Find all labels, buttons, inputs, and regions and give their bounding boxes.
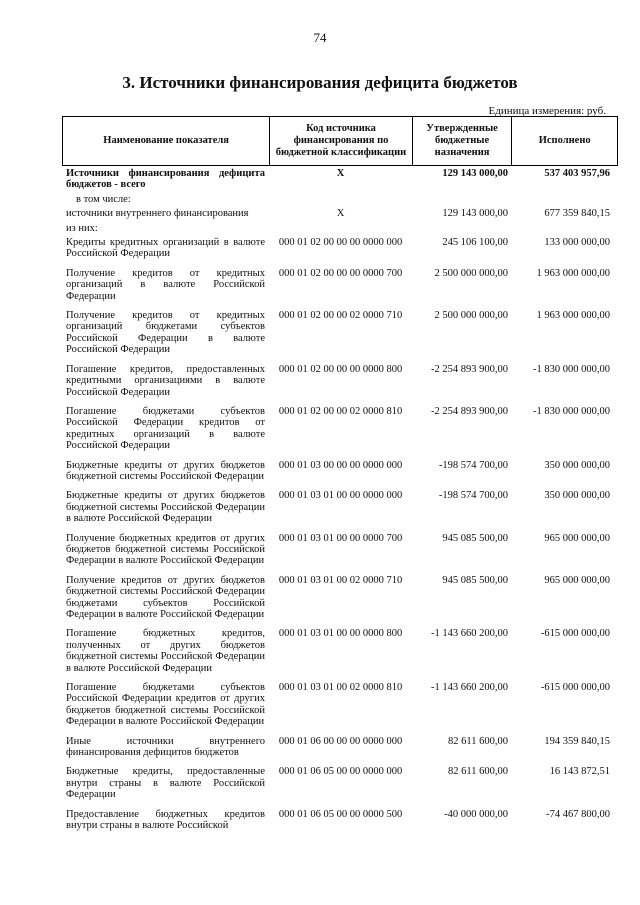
row-executed: -615 000 000,00 bbox=[540, 628, 610, 640]
row-planned: 945 085 500,00 bbox=[442, 532, 508, 544]
row-executed: -1 830 000 000,00 bbox=[533, 405, 610, 417]
table-row bbox=[62, 460, 618, 483]
row-name: Погашение кредитов, предоставленных кредитными организациями в валюте Российской Федерации bbox=[66, 363, 265, 398]
row-name: источники внутреннего финансирования bbox=[66, 208, 249, 220]
row-executed: 350 000 000,00 bbox=[544, 490, 610, 502]
table-row bbox=[62, 809, 618, 832]
table-row bbox=[62, 682, 618, 728]
row-executed: 16 143 872,51 bbox=[549, 766, 610, 778]
row-code: 000 01 03 01 00 02 0000 710 bbox=[278, 574, 403, 586]
row-executed: 965 000 000,00 bbox=[544, 532, 610, 544]
row-planned: -2 254 893 900,00 bbox=[431, 405, 508, 417]
page-number: 74 bbox=[313, 30, 327, 45]
section-title: 3. Источники финансирования дефицита бюджетов bbox=[122, 73, 518, 92]
row-code: 000 01 06 05 00 00 0000 000 bbox=[278, 766, 403, 778]
row-name: Предоставление бюджетных кредитов внутри страны в валюте Российской bbox=[66, 808, 265, 832]
row-name: Получение кредитов от кредитных организаций в валюте Российской Федерации bbox=[66, 267, 265, 302]
row-executed: -1 830 000 000,00 bbox=[533, 363, 610, 375]
row-executed: 965 000 000,00 bbox=[544, 574, 610, 586]
table-row bbox=[62, 766, 618, 800]
row-code: 000 01 02 00 00 00 0000 700 bbox=[278, 267, 403, 279]
row-executed: -615 000 000,00 bbox=[540, 682, 610, 694]
row-code: 000 01 03 01 00 00 0000 000 bbox=[278, 490, 403, 502]
row-executed: 677 359 840,15 bbox=[544, 208, 610, 220]
row-executed bbox=[512, 194, 618, 205]
row-planned bbox=[412, 194, 512, 205]
row-code bbox=[269, 223, 412, 234]
row-executed: 194 359 840,15 bbox=[544, 735, 610, 747]
table-row bbox=[62, 628, 618, 674]
row-planned: 2 500 000 000,00 bbox=[434, 267, 508, 279]
row-planned: -198 574 700,00 bbox=[438, 459, 508, 471]
row-planned: -1 143 660 200,00 bbox=[431, 628, 508, 640]
row-name: Погашение бюджетами субъектов Российской Федерации кредитов от других бюджетов бюджетной системы Российской Федерации в валюте Российской Федерации bbox=[66, 682, 265, 728]
row-name: Погашение бюджетных кредитов, полученных от других бюджетов бюджетной системы Российской Федерации в валюте Российской Федерации bbox=[66, 628, 265, 674]
row-code: 000 01 06 00 00 00 0000 000 bbox=[278, 735, 403, 747]
row-name: Бюджетные кредиты от других бюджетов бюджетной системы Российской Федерации bbox=[66, 459, 265, 482]
row-code: 000 01 02 00 00 02 0000 710 bbox=[278, 310, 403, 322]
table-row bbox=[62, 310, 618, 356]
row-name: Источники финансирования дефицита бюджетов - всего bbox=[66, 168, 265, 191]
row-name: Бюджетные кредиты от других бюджетов бюджетной системы Российской Федерации в валюте Российской Федерации bbox=[66, 490, 265, 525]
row-planned: 2 500 000 000,00 bbox=[434, 310, 508, 322]
table-row bbox=[62, 406, 618, 452]
row-name: из них: bbox=[66, 222, 98, 234]
row-name: Кредиты кредитных организаций в валюте Российской Федерации bbox=[66, 237, 265, 260]
row-code: 000 01 03 00 00 00 0000 000 bbox=[278, 459, 403, 471]
row-name: Иные источники внутреннего финансирования дефицитов бюджетов bbox=[66, 735, 265, 759]
row-planned: -198 574 700,00 bbox=[438, 490, 508, 502]
row-code: X bbox=[336, 168, 345, 179]
row-name: в том числе: bbox=[76, 193, 131, 205]
row-code bbox=[269, 194, 412, 205]
header-name: Наименование показателя bbox=[103, 135, 229, 146]
row-code: 000 01 03 01 00 00 0000 700 bbox=[278, 532, 403, 544]
row-executed: 1 963 000 000,00 bbox=[536, 310, 610, 322]
table-row bbox=[62, 364, 618, 398]
row-planned: -2 254 893 900,00 bbox=[431, 363, 508, 375]
table-row bbox=[62, 208, 618, 219]
row-executed: 537 403 957,96 bbox=[544, 168, 610, 179]
row-code: 000 01 02 00 00 02 0000 810 bbox=[278, 405, 403, 417]
table-row bbox=[62, 223, 618, 234]
row-code: 000 01 06 05 00 00 0000 500 bbox=[278, 808, 403, 820]
header-executed: Исполнено bbox=[511, 117, 617, 165]
row-planned: -40 000 000,00 bbox=[444, 808, 508, 820]
table-row bbox=[62, 268, 618, 302]
row-planned bbox=[412, 223, 512, 234]
row-executed: -74 467 800,00 bbox=[546, 808, 610, 820]
row-executed: 133 000 000,00 bbox=[544, 237, 610, 249]
row-planned: 945 085 500,00 bbox=[442, 574, 508, 586]
row-executed: 1 963 000 000,00 bbox=[536, 267, 610, 279]
row-executed: 350 000 000,00 bbox=[544, 459, 610, 471]
table-row bbox=[62, 575, 618, 621]
row-code: 000 01 03 01 00 00 0000 800 bbox=[278, 628, 403, 640]
row-name: Получение кредитов от других бюджетов бюджетной системы Российской Федерации бюджетами субъектов Российской Федерации в валюте Российской Федерации bbox=[66, 574, 265, 620]
row-code: X bbox=[336, 208, 345, 220]
row-planned: 129 143 000,00 bbox=[442, 208, 508, 220]
row-name: Получение бюджетных кредитов от других бюджетов бюджетной системы Российской Федерации в валюте Российской Федерации bbox=[66, 532, 265, 567]
header-code: Код источника финансирования по бюджетной классификации bbox=[269, 117, 411, 165]
table-row bbox=[62, 533, 618, 567]
header-plan: Утвержденные бюджетные назначения bbox=[412, 117, 512, 165]
table-row bbox=[62, 194, 618, 205]
table-header bbox=[62, 116, 618, 166]
row-name: Бюджетные кредиты, предоставленные внутри страны в валюте Российской Федерации bbox=[66, 766, 265, 801]
unit-of-measure: Единица измерения: руб. bbox=[488, 105, 606, 117]
row-code: 000 01 02 00 00 00 0000 000 bbox=[278, 237, 403, 249]
row-code: 000 01 03 01 00 02 0000 810 bbox=[278, 682, 403, 694]
row-planned: -1 143 660 200,00 bbox=[431, 682, 508, 694]
table-row bbox=[62, 237, 618, 260]
row-planned: 245 106 100,00 bbox=[442, 237, 508, 249]
row-name: Погашение бюджетами субъектов Российской Федерации кредитов от кредитных организаций в валюте Российской Федерации bbox=[66, 405, 265, 452]
table-row bbox=[62, 168, 618, 191]
row-planned: 82 611 600,00 bbox=[448, 735, 508, 747]
row-executed bbox=[512, 223, 618, 234]
table-body bbox=[62, 168, 618, 840]
row-planned: 82 611 600,00 bbox=[448, 766, 508, 778]
row-planned: 129 143 000,00 bbox=[442, 168, 508, 179]
row-code: 000 01 02 00 00 00 0000 800 bbox=[278, 363, 403, 375]
row-name: Получение кредитов от кредитных организаций бюджетами субъектов Российской Федерации в валюте Российской Федерации bbox=[66, 310, 265, 356]
table-row bbox=[62, 490, 618, 524]
table-row bbox=[62, 736, 618, 759]
